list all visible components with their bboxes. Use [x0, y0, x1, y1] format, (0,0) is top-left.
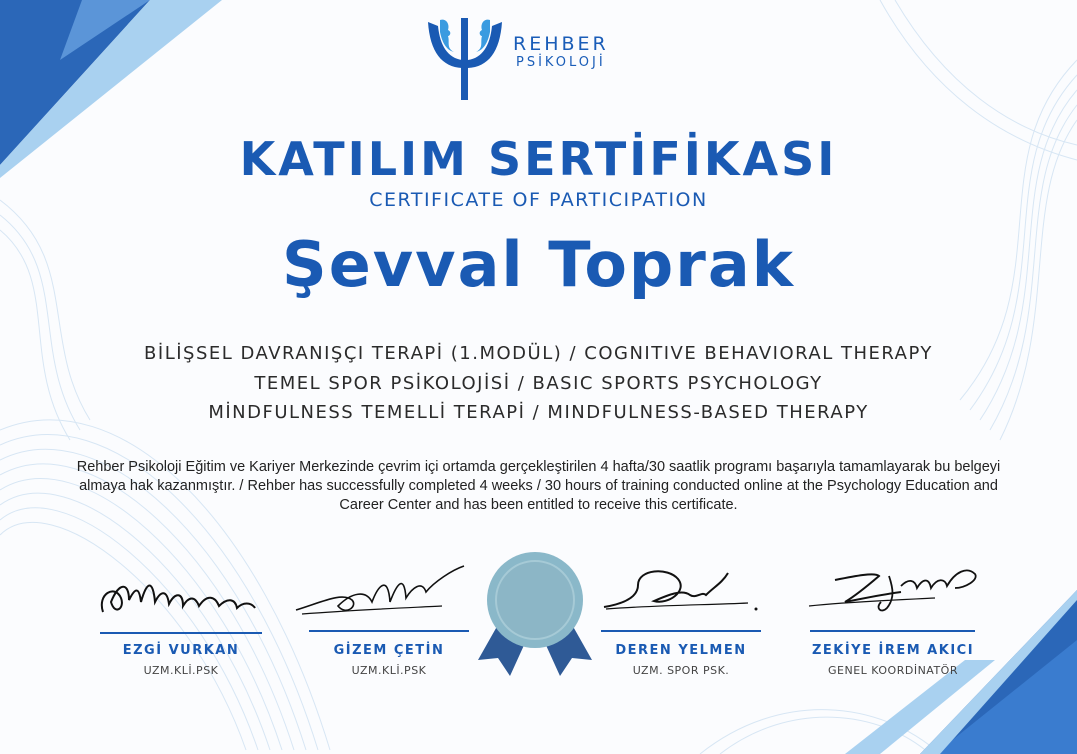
signature-image: [805, 558, 985, 618]
course-line: TEMEL SPOR PSİKOLOJİSİ / BASIC SPORTS PSYCHOLOGY: [254, 373, 823, 394]
signature-image: [95, 572, 265, 622]
certificate-subtitle: CERTIFICATE OF PARTICIPATION: [369, 189, 708, 211]
signatory-name: EZGİ VURKAN: [122, 643, 240, 658]
signature-line: [810, 630, 975, 632]
signatory-title: GENEL KOORDİNATÖR: [828, 664, 958, 677]
signatory-block: [299, 643, 479, 677]
certificate-title: KATILIM SERTİFİKASI: [239, 132, 838, 186]
signatory-block: [802, 643, 984, 677]
signatory-name: GİZEM ÇETİN: [333, 643, 445, 658]
brand-name: REHBER: [513, 33, 609, 55]
signature-line: [309, 630, 469, 632]
course-line: BİLİŞSEL DAVRANIŞÇI TERAPİ (1.MODÜL) / COGNITIVE BEHAVIORAL THERAPY: [144, 343, 933, 364]
signatory-block: [591, 643, 771, 677]
signatory-block: [91, 643, 271, 677]
signatory-title: UZM.KLİ.PSK: [351, 664, 427, 677]
signature-line: [100, 632, 262, 634]
recipient-name: Şevval Toprak: [282, 228, 795, 301]
award-ribbon-seal-icon: [474, 548, 596, 688]
signature-image: [598, 565, 768, 620]
signature-line: [601, 630, 761, 632]
signatory-title: UZM. SPOR PSK.: [632, 664, 730, 677]
course-line: MİNDFULNESS TEMELLİ TERAPİ / MINDFULNESS-BASED THERAPY: [208, 402, 869, 423]
signature-image: [292, 562, 472, 622]
brand-subname: PSİKOLOJİ: [516, 55, 606, 70]
signatory-name: DEREN YELMEN: [615, 643, 747, 658]
signatory-title: UZM.KLİ.PSK: [143, 664, 219, 677]
certificate-description: Rehber Psikoloji Eğitim ve Kariyer Merkezinde çevrim içi ortamda gerçekleştirilen 4 hafta/30 saatlik programı başarıyla tamamlayarak bu belgeyi almaya hak kazanmıştır. / Rehber has successfully completed 4 weeks / 30 hours of training conducted online at the Psychology Education and Career Center and has been entitled to receive this certificate.: [76, 459, 1001, 513]
signatory-name: ZEKİYE İREM AKICI: [811, 643, 975, 658]
